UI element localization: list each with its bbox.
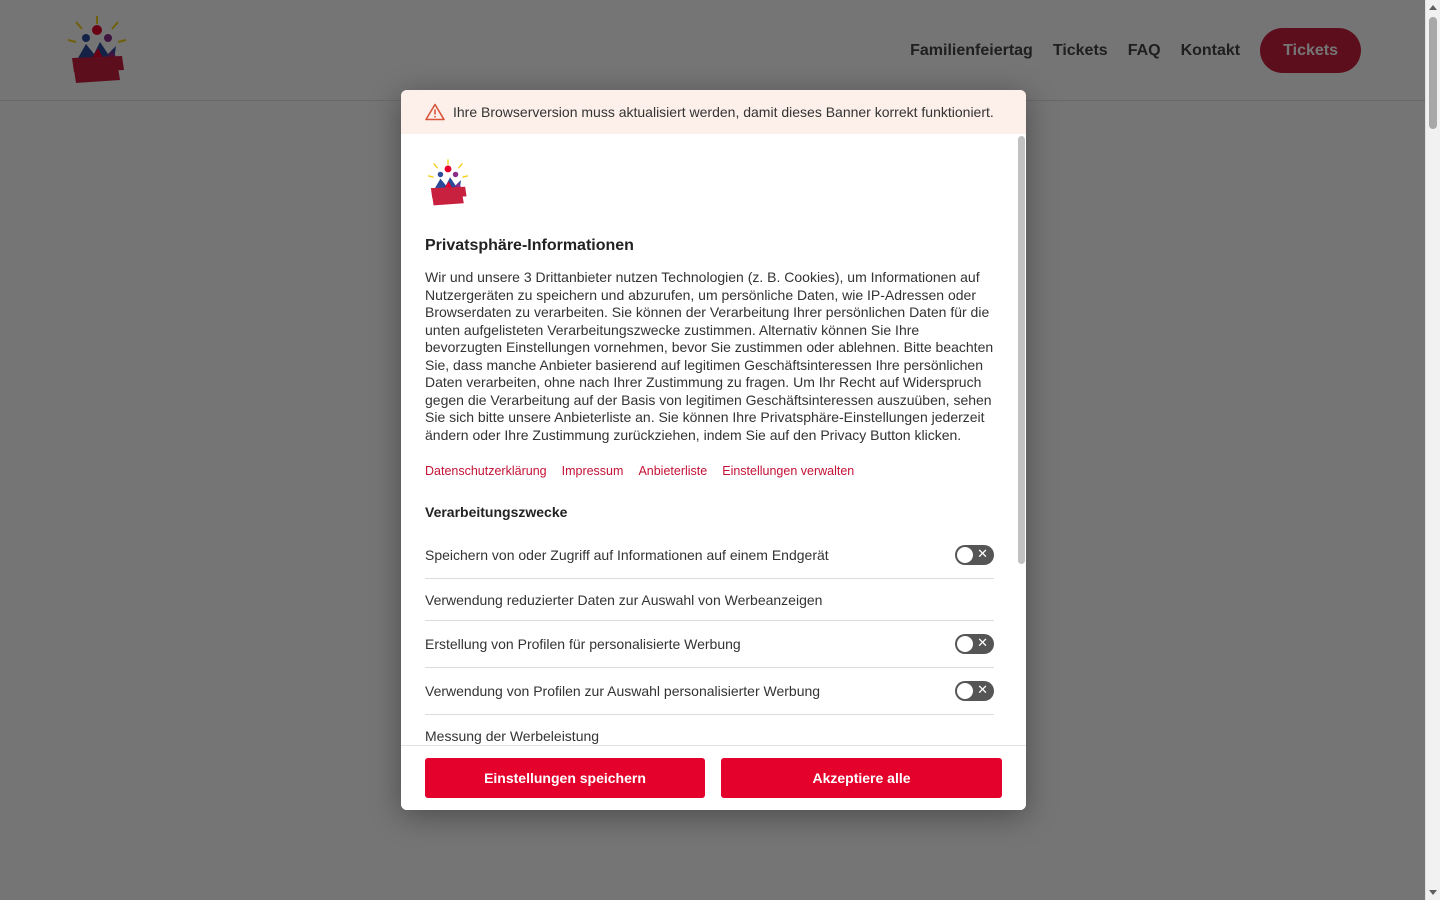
purpose-list [425, 532, 994, 745]
device-storage-toggle[interactable] [955, 545, 994, 565]
consent-links [425, 464, 994, 478]
ad-profiles-toggle[interactable] [955, 634, 994, 654]
imprint-link[interactable]: Impressum [561, 464, 624, 478]
toggle-knob [957, 547, 973, 563]
toggle-off-x-icon: ✕ [977, 547, 988, 562]
purpose-label: Messung der Werbeleistung [425, 728, 600, 744]
browser-warning-banner [401, 90, 1026, 134]
familienfeiertag-logo [425, 158, 471, 206]
manage-settings-link[interactable]: Einstellungen verwalten [722, 464, 855, 478]
vendor-list-link[interactable]: Anbieterliste [638, 464, 708, 478]
purpose-row-ad-profiles [425, 621, 994, 668]
save-settings-button[interactable]: Einstellungen speichern [425, 758, 705, 798]
purpose-row-personalized-ads [425, 668, 994, 715]
purpose-row-device-storage [425, 532, 994, 579]
consent-scroll-area[interactable] [401, 134, 1026, 745]
personalized-ads-toggle[interactable] [955, 681, 994, 701]
consent-dialog [401, 90, 1026, 810]
consent-scrollbar[interactable] [1017, 134, 1026, 745]
purpose-row-reduced-data-ads[interactable] [425, 579, 994, 621]
toggle-off-x-icon: ✕ [977, 636, 988, 651]
scroll-down-arrow-icon[interactable] [1429, 890, 1437, 895]
warning-triangle-icon [425, 103, 445, 121]
purposes-heading: Verarbeitungszwecke [425, 504, 568, 520]
consent-description: Wir und unsere 3 Drittanbieter nutzen Technologien (z. B. Cookies), um Informationen auf Nutzergeräten zu speichern und abzurufen, um persönliche Daten, wie IP-Adressen oder Browserdaten zu verarbeiten. Sie können der Verarbeitung Ihrer persönlichen Daten für die unten aufgelisteten Verarbeitungszwecke zustimmen. Alternativ können Sie Ihre bevorzugten Einstellungen vornehmen, bevor Sie zustimmen oder ablehnen. Bitte beachten Sie, dass manche Anbieter basierend auf legitimen Geschäftsinteressen Ihre persönlichen Daten verarbeiten, ohne nach Ihrer Zustimmung zu fragen. Um Ihr Recht auf Widerspruch gegen die Verarbeitung auf der Basis von legitimen Geschäftsinteressen auszuüben, sehen Sie sich bitte unsere Anbieterliste an. Sie können Ihre Privatsphäre-Einstellungen jederzeit ändern oder Ihre Zustimmung zurückziehen, indem Sie auf den Privacy Button klicken. [425, 269, 994, 443]
scroll-up-arrow-icon[interactable] [1429, 5, 1437, 10]
purpose-row-ad-measurement[interactable] [425, 715, 994, 745]
page-scrollbar[interactable] [1425, 0, 1440, 900]
toggle-off-x-icon: ✕ [977, 683, 988, 698]
browser-warning-text: Ihre Browserversion muss aktualisiert werden, damit dieses Banner korrekt funktioniert. [453, 104, 994, 120]
purpose-label: Verwendung reduzierter Daten zur Auswahl von Werbeanzeigen [425, 591, 823, 608]
scroll-thumb[interactable] [1429, 17, 1437, 129]
consent-scroll-thumb[interactable] [1018, 136, 1025, 564]
consent-footer [401, 745, 1026, 810]
consent-title: Privatsphäre-Informationen [425, 237, 634, 254]
purpose-label: Erstellung von Profilen für personalisierte Werbung [425, 636, 741, 652]
purpose-label: Speichern von oder Zugriff auf Informationen auf einem Endgerät [425, 547, 829, 563]
toggle-knob [957, 683, 973, 699]
privacy-policy-link[interactable]: Datenschutzerklärung [425, 464, 547, 478]
purpose-label: Verwendung von Profilen zur Auswahl personalisierter Werbung [425, 683, 821, 699]
accept-all-button[interactable]: Akzeptiere alle [721, 758, 1002, 798]
toggle-knob [957, 636, 973, 652]
